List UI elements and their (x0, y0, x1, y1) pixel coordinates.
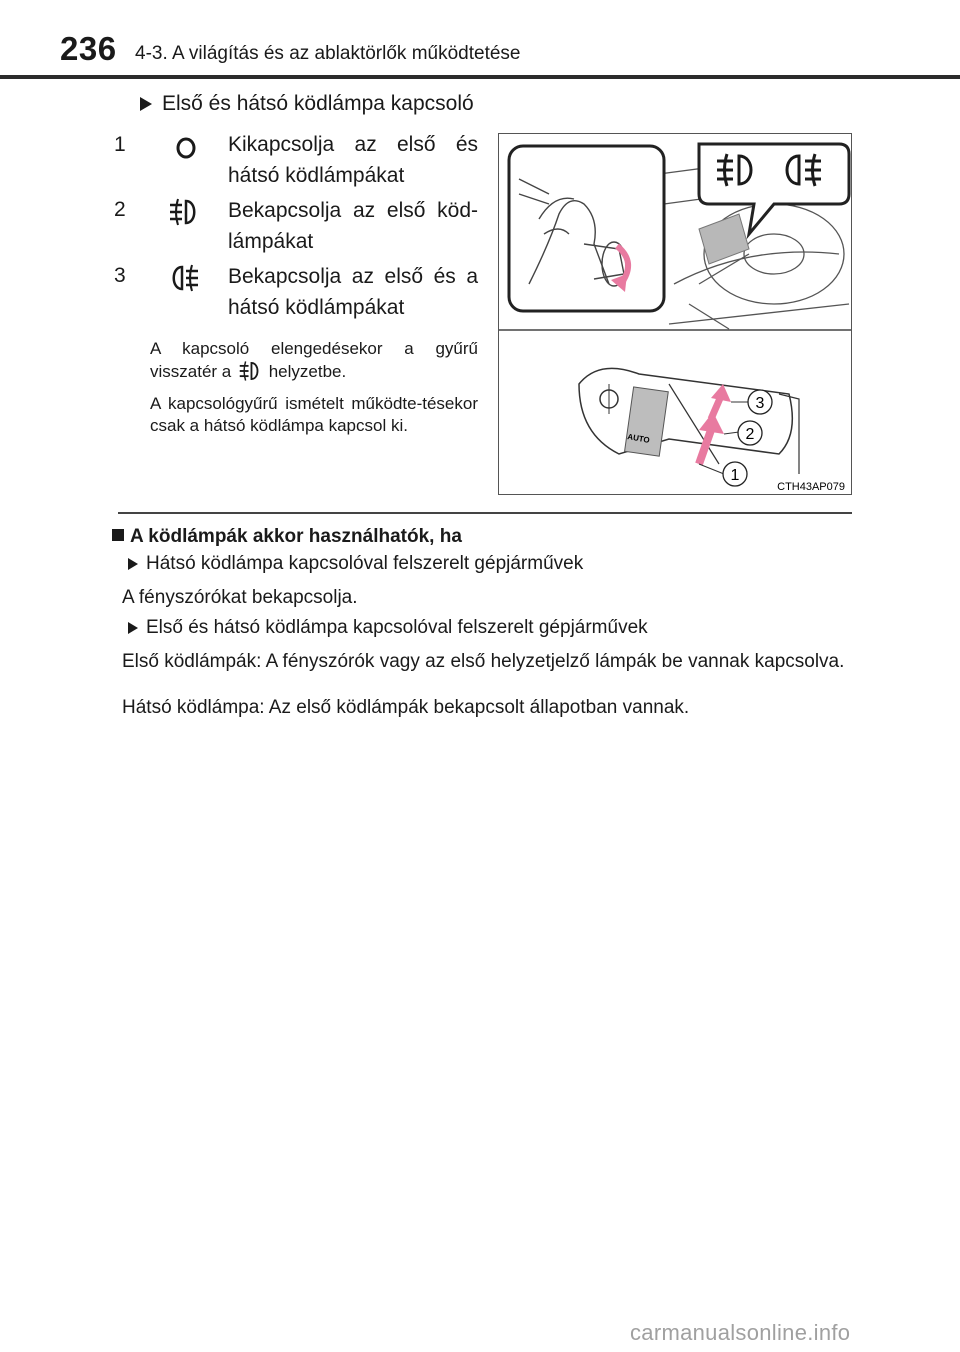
inset-frame (509, 146, 664, 311)
watermark: carmanualsonline.info (630, 1320, 851, 1345)
note-return-text-2: helyzetbe. (268, 362, 347, 381)
case-1-text: A fényszórókat bekapcsolja. (122, 587, 358, 608)
usage-section-title-text: A ködlámpák akkor használhatók, ha (130, 526, 462, 547)
item-number-1: 1 (114, 133, 126, 156)
case-2-heading (128, 617, 648, 639)
header-rule (0, 75, 960, 79)
callout-3: 3 (755, 395, 765, 412)
note-return (150, 338, 478, 383)
fog-switch-heading-text: Első és hátsó ködlámpa kapcsoló (162, 92, 474, 115)
fog-switch-illustration (499, 134, 851, 494)
item-number-2: 2 (114, 198, 126, 221)
callout-2: 2 (745, 426, 755, 443)
item-1 (114, 133, 126, 157)
figure-box (498, 133, 852, 495)
case-2-heading-text: Első és hátsó ködlámpa kapcsolóval felszerelt gépjárművek (146, 617, 648, 638)
callout-1: 1 (730, 467, 740, 484)
case-1-heading (128, 553, 583, 575)
fog-switch-heading (140, 92, 474, 116)
switch-stalk (579, 368, 799, 474)
leader-1 (699, 464, 724, 474)
square-bullet-icon (112, 529, 124, 541)
front-fog-lamp-inline-icon (236, 360, 264, 382)
case-2-text-1: Első ködlámpák: A fényszórók vagy az első helyzetjelző lámpák be vannak kapcsolva. (122, 651, 845, 672)
note-return-text-1: A kapcsoló elengedésekor a gyűrű visszatér a (150, 339, 478, 381)
page-number: 236 (60, 30, 117, 67)
section-rule (118, 512, 852, 514)
usage-section-title (112, 526, 462, 548)
item-3-text: Bekapcsolja az első és a hátsó ködlámpákat (228, 265, 478, 319)
item-number-3: 3 (114, 264, 126, 287)
auto-label: AUTO (626, 432, 651, 445)
stalk-highlight (699, 214, 749, 264)
triangle-bullet-icon (140, 97, 152, 111)
front-fog-lamp-icon (166, 197, 202, 227)
case-1-heading-text: Hátsó ködlámpa kapcsolóval felszerelt gépjárművek (146, 553, 584, 574)
triangle-bullet-icon (128, 558, 138, 570)
note-rear-off: A kapcsológyűrű ismételt működte-tésekor csak a hátsó ködlámpa kapcsol ki. (150, 394, 478, 435)
item-2-text: Bekapcsolja az első köd-lámpákat (228, 199, 478, 253)
chapter-title: 4-3. A világítás és az ablaktörlők működtetése (135, 43, 521, 64)
item-2 (114, 198, 126, 222)
item-1-text: Kikapcsolja az első és hátsó ködlámpákat (228, 133, 478, 187)
triangle-bullet-icon (128, 622, 138, 634)
off-circle-icon (172, 136, 202, 160)
case-2-text-2: Hátsó ködlámpa: Az első ködlámpák bekapcsolt állapotban vannak. (122, 697, 690, 718)
item-3 (114, 264, 126, 288)
figure-code: CTH43AP079 (777, 481, 845, 493)
rear-fog-lamp-icon (166, 263, 202, 293)
